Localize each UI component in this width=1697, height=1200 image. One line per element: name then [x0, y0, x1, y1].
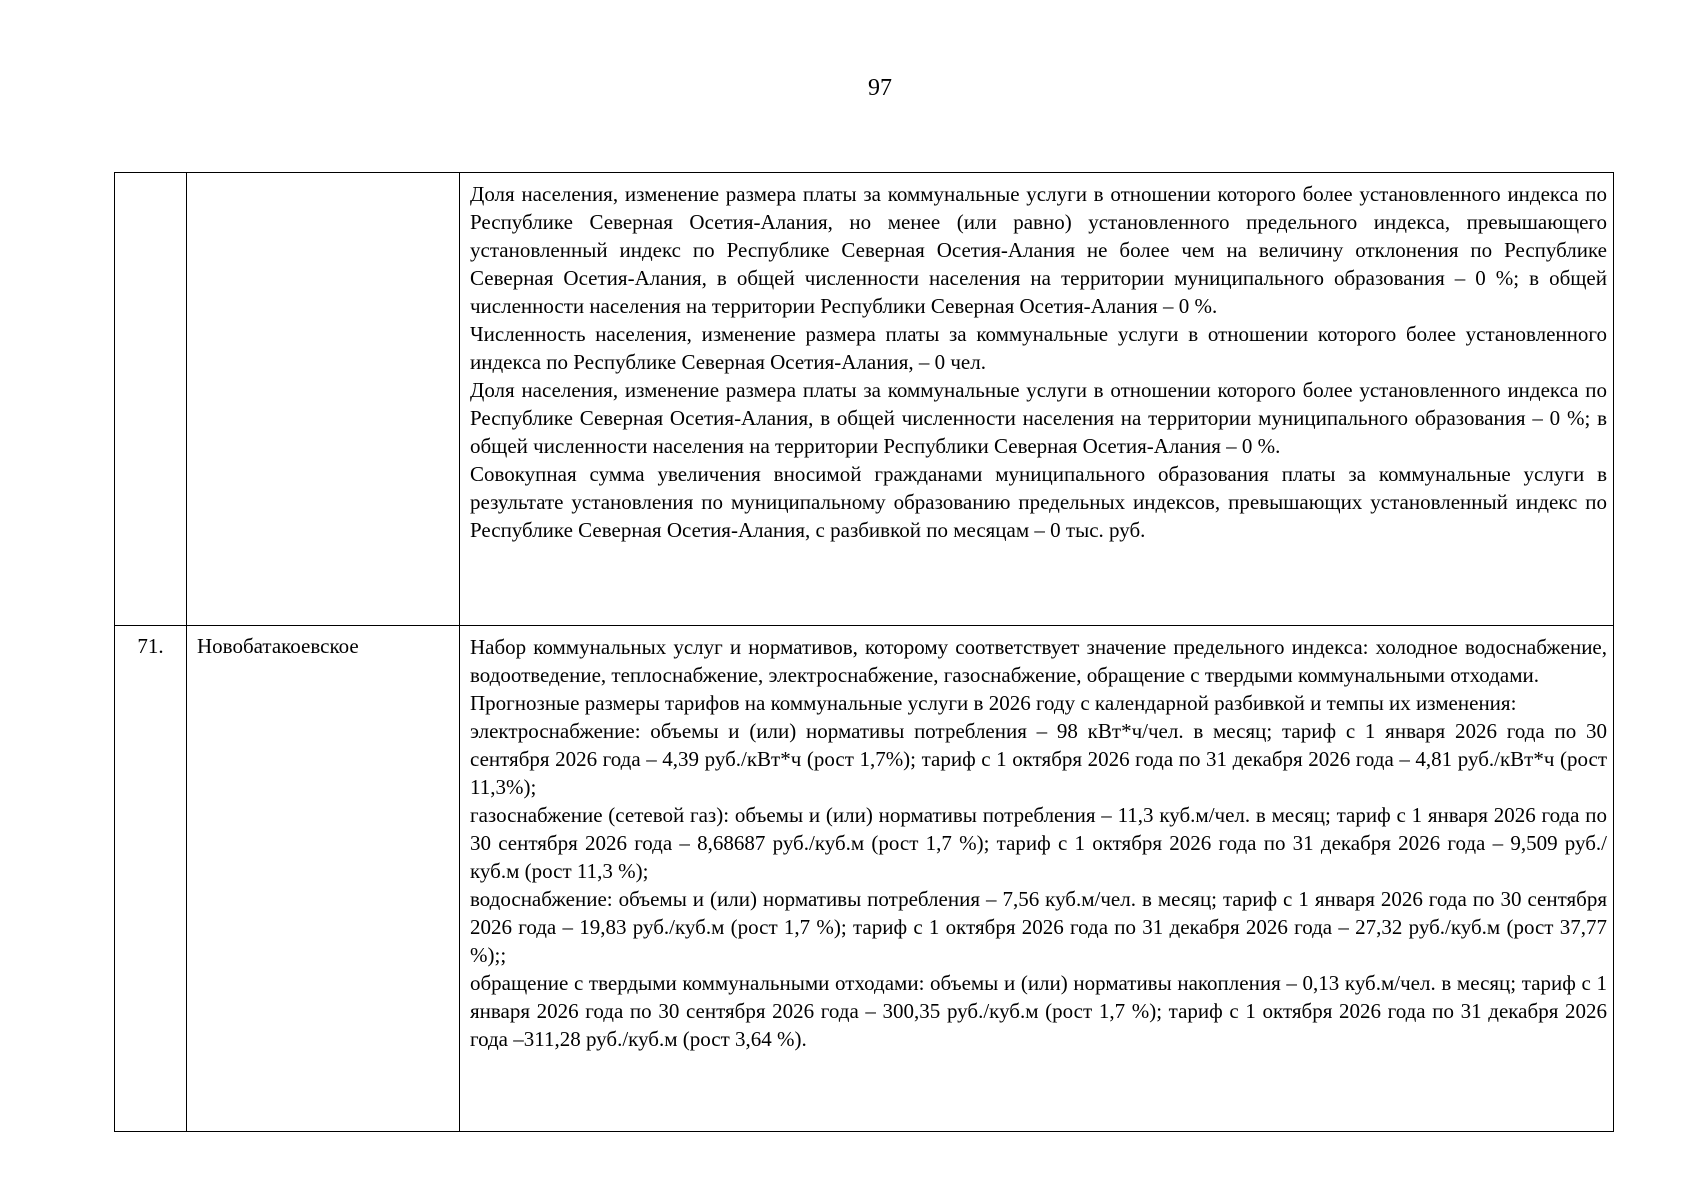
paragraph-water: водоснабжение: объемы и (или) нормативы потребления – 7,56 куб.м/чел. в месяц; тариф с 1 января 2026 года по 30 сентября 2026 года – 19,83 руб./куб.м (рост 1,7 %); тариф с 1 октября 2026 года по 31 декабря 2026 года – 27,32 руб./куб.м (рост 37,77 %);;: [470, 887, 1607, 967]
row-number-cell: [115, 173, 187, 626]
paragraph-services-set: Набор коммунальных услуг и нормативов, которому соответствует значение предельного индекса: холодное водоснабжение, водоотведение, теплоснабжение, электроснабжение, газоснабжение, обращение с твердыми коммунальными отходами.: [470, 635, 1607, 687]
paragraph-electricity: электроснабжение: объемы и (или) нормативы потребления – 98 кВт*ч/чел. в месяц; тариф с 1 января 2026 года по 30 сентября 2026 года – 4,39 руб./кВт*ч (рост 1,7%); тариф с 1 октября 2026 года по 31 декабря 2026 года – 4,81 руб./кВт*ч (рост 11,3%);: [470, 719, 1607, 799]
description-cell: [460, 173, 1614, 626]
paragraph-population-count: Численность населения, изменение размера платы за коммунальные услуги в отношении которого более установленного индекса по Республике Северная Осетия-Алания, – 0 чел.: [470, 322, 1607, 374]
municipal-index-table: [114, 172, 1614, 1132]
page-number: 97: [868, 75, 892, 101]
paragraph-gas: газоснабжение (сетевой газ): объемы и (или) нормативы потребления – 11,3 куб.м/чел. в месяц; тариф с 1 января 2026 года по 30 сентября 2026 года – 8,68687 руб./куб.м (рост 1,7 %); тариф с 1 октября 2026 года по 31 декабря 2026 года – 9,509 руб./куб.м (рост 11,3 %);: [470, 803, 1607, 883]
paragraph-solid-waste: обращение с твердыми коммунальными отходами: объемы и (или) нормативы накопления – 0,13 куб.м/чел. в месяц; тариф с 1 января 2026 года по 30 сентября 2026 года – 300,35 руб./куб.м (рост 1,7 %); тариф с 1 октября 2026 года по 31 декабря 2026 года –311,28 руб./куб.м (рост 3,64 %).: [470, 971, 1607, 1051]
description-cell: [460, 626, 1614, 1132]
paragraph-population-share-deviation: Доля населения, изменение размера платы за коммунальные услуги в отношении которого более установленного индекса по Республике Северная Осетия-Алания, но менее (или равно) установленного предельного индекса, превышающего установленный индекс по Республике Северная Осетия-Алания не более чем на величину отклонения по Республике Северная Осетия-Алания, в общей численности населения на территории муниципального образования – 0 %; в общей численности населения на территории Республики Северная Осетия-Алания – 0 %.: [470, 182, 1607, 318]
municipality-name-cell: [187, 173, 460, 626]
paragraph-tariff-forecast-intro: Прогнозные размеры тарифов на коммунальные услуги в 2026 году с календарной разбивкой и темпы их изменения:: [470, 691, 1517, 715]
paragraph-total-increase-sum: Совокупная сумма увеличения вносимой гражданами муниципального образования платы за коммунальные услуги в результате установления по муниципальному образованию предельных индексов, превышающих установленный индекс по Республике Северная Осетия-Алания, с разбивкой по месяцам – 0 тыс. руб.: [470, 462, 1607, 542]
row-number-cell: 71.: [115, 626, 187, 1132]
municipality-name-cell: Новобатакоевское: [187, 626, 460, 1132]
paragraph-population-share: Доля населения, изменение размера платы за коммунальные услуги в отношении которого более установленного индекса по Республике Северная Осетия-Алания, в общей численности населения на территории муниципального образования – 0 %; в общей численности населения на территории Республики Северная Осетия-Алания – 0 %.: [470, 378, 1607, 458]
table-row: [115, 626, 1614, 1132]
table-row: [115, 173, 1614, 626]
